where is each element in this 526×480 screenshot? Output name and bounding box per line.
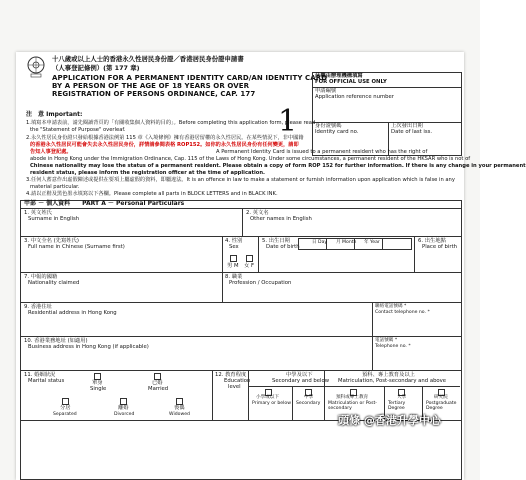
day-label: 日 Day (312, 240, 328, 245)
secondary-below-label-zh: 中學及以下 (286, 372, 313, 378)
contact-phone-label-en: Contact telephone no. * (375, 310, 430, 315)
notice-item-2-en-a: A Permanent Identity Card is issued to a permanent resident who has the right of (216, 149, 428, 155)
identity-card-label-en: Identity card no. (315, 129, 359, 135)
single-checkbox[interactable] (94, 373, 101, 380)
notice-item-2-en-c: Chinese nationality may lose the status of a permanent resident. Please obtain a copy of form ROP 152 for further information. If there is any change in your permanent (30, 163, 526, 169)
year-label: 年 Year (364, 240, 380, 245)
matriculation-above-label-zh: 預科、專上教育及以上 (362, 372, 415, 378)
occupation-label-en: Profession / Occupation (229, 280, 292, 286)
contact-phone-label-zh: 聯絡電話號碼 * (375, 304, 407, 309)
chinese-name-label-en: Full name in Chinese (Surname first) (28, 244, 125, 250)
month-label: 月 Month (336, 240, 357, 245)
date-of-birth-label-zh: 5. 出生日期 (262, 238, 290, 244)
form-title-english-line2: BY A PERSON OF THE AGE OF 18 YEARS OR OVER (52, 82, 250, 90)
divorced-checkbox[interactable] (120, 398, 127, 405)
married-checkbox[interactable] (154, 373, 161, 380)
divorced-label-en: Divorced (114, 412, 135, 417)
hksar-emblem-icon (26, 54, 46, 80)
surname-label-zh: 1. 英文姓氏 (24, 210, 52, 216)
sex-male-checkbox[interactable] (230, 255, 237, 262)
divorced-label-zh: 離婚 (118, 405, 129, 411)
official-use-heading-en: FOR OFFICIAL USE ONLY (315, 79, 387, 85)
postgraduate-label-zh: 研究院 (434, 395, 448, 400)
telephone-input[interactable] (374, 352, 459, 368)
official-use-heading-zh: 此欄由辦理機構填寫 (315, 73, 363, 79)
form-title-chinese: 十八歲或以上人士的香港永久性居民身份證／香港居民身份證申請書 (52, 55, 244, 63)
widowed-checkbox[interactable] (176, 398, 183, 405)
telephone-label-en: Telephone no. * (375, 344, 411, 349)
secondary-label-en: Secondary (296, 401, 321, 406)
place-of-birth-label-en: Place of birth (422, 244, 458, 250)
notice-heading: 注 意 Important: (26, 111, 83, 118)
other-names-label-zh: 2. 英文名 (246, 210, 269, 216)
postgraduate-label-en: Postgraduate Degree (426, 401, 457, 412)
separated-checkbox[interactable] (62, 398, 69, 405)
surname-input[interactable] (21, 223, 241, 234)
residential-address-label-zh: 9. 香港住址 (24, 304, 52, 310)
sex-male-label: 男 M (227, 263, 239, 269)
date-last-issue-label-en: Date of last iss. (391, 129, 433, 135)
nationality-input[interactable] (21, 287, 221, 299)
form-title-english-line3: REGISTRATION OF PERSONS ORDINANCE, CAP. 177 (52, 90, 256, 98)
widowed-label-en: Widowed (169, 412, 190, 417)
surname-label-en: Surname in English (28, 216, 80, 222)
other-names-input[interactable] (244, 223, 459, 234)
business-address-label-zh: 10. 香港業務地址 (如適用) (24, 338, 88, 344)
identity-card-label-zh: 身份證號碼 (315, 123, 342, 129)
watermark-text: 頭條 @香港升學中心 (338, 414, 441, 427)
matriculation-label-en: Matriculation or Post-secondary (328, 401, 377, 412)
notice-item-3-cont: material particular. (30, 184, 80, 190)
notice-item-2-zh: 2.永久性居民身份證只發給根據香港法例第 115 章《入境條例》擁有香港居留權的永久性居民。在某些情況下，非中國籍 (26, 135, 304, 141)
education-label-zh: 12. 教育程度 (215, 372, 247, 378)
date-last-issue-label-zh: 上次發出日期 (391, 123, 423, 129)
form-number: 1 (278, 104, 298, 139)
place-of-birth-input[interactable] (416, 252, 459, 270)
married-label-en: Married (148, 386, 169, 392)
single-label-en: Single (90, 386, 107, 392)
single-label-zh: 單身 (92, 380, 103, 386)
other-names-label-en: Other names in English (250, 216, 312, 222)
form-title-chinese-ordinance: （人事登記條例）(第 177 章) (52, 64, 140, 72)
residential-address-label-en: Residential address in Hong Kong (28, 310, 117, 316)
education-label-en-b: level (228, 384, 241, 390)
notice-item-2-red-a: 的香港永久性居民可能會失去永久性居民身份，詳情請參閱表格 ROP152。如你的永久性居民身份有任何變更，請即 (30, 142, 299, 148)
primary-label-en: Primary or below (252, 401, 291, 406)
business-address-input[interactable] (21, 352, 371, 368)
married-label-zh: 已婚 (152, 380, 163, 386)
business-address-label-en: Business address in Hong Kong (if applicable) (28, 344, 149, 350)
tertiary-label-en: Tertiary Degree (388, 401, 406, 412)
date-of-birth-label-en: Date of birth (266, 244, 300, 250)
reference-number-label-zh: 申請編號 (315, 88, 337, 94)
tertiary-label-zh: 大學 (397, 395, 407, 400)
marital-status-label-en: Marital status (28, 378, 65, 384)
notice-item-3: 3.任何人蓄意作出虛假陳述或提供在要項上屬虛假的資料，即屬違法。It is an offence in law to make a statement or furnish information upon application which is false in any (26, 177, 455, 183)
chinese-name-input[interactable] (21, 252, 221, 270)
sex-label-zh: 4. 性別 (225, 238, 243, 244)
matriculation-above-label-en: Matriculation, Post-secondary and above (338, 378, 447, 384)
residential-address-input[interactable] (21, 318, 371, 334)
chinese-name-label-zh: 3. 中文全名 (先寫姓氏) (24, 238, 79, 244)
occupation-input[interactable] (224, 287, 459, 299)
matriculation-label-zh: 預科或專上教育 (336, 395, 369, 400)
notice-item-2-en-b: abode in Hong Kong under the Immigration Ordinance, Cap. 115 of the Laws of Hong Kong. Under some circumstances, a permanent resident of the HKSAR who is not of (30, 156, 471, 162)
notice-item-1-cont: the "Statement of Purpose" overleaf. (30, 127, 126, 133)
secondary-below-label-en: Secondary and below (272, 378, 330, 384)
education-label-en-a: Education (224, 378, 251, 384)
reference-number-label-en: Application reference number (315, 94, 394, 100)
primary-label-zh: 小學或以下 (256, 395, 279, 400)
secondary-label-zh: 中學 (304, 395, 314, 400)
widowed-label-zh: 喪偶 (174, 405, 185, 411)
occupation-label-zh: 8. 職業 (225, 274, 243, 280)
nationality-label-en: Nationality claimed (28, 280, 80, 286)
form-title-english-line1: APPLICATION FOR A PERMANENT IDENTITY CARD/AN IDENTITY CARD (52, 74, 328, 82)
notice-item-2-en-d: resident status, please inform the registration officer at the time of application. (30, 170, 266, 176)
place-of-birth-label-zh: 6. 出生地點 (418, 238, 446, 244)
telephone-label-zh: 電話號碼 * (375, 338, 398, 343)
notice-item-1: 1.填寫本申請表前，請先閱讀背頁的「有關收集個人資料的目的」。Before completing this application form, please read (26, 120, 316, 126)
part-a-title: 甲部 － 個人資料 PART A － Personal Particulars (24, 200, 185, 207)
nationality-label-zh: 7. 中報的國籍 (24, 274, 58, 280)
contact-phone-input[interactable] (374, 318, 459, 334)
separated-label-zh: 分居 (60, 405, 71, 411)
sex-label-en: Sex (229, 244, 239, 250)
sex-female-checkbox[interactable] (246, 255, 253, 262)
separated-label-en: Separated (53, 412, 77, 417)
notice-item-2-red-b: 告知人事登記處。 (30, 149, 72, 155)
marital-status-label-zh: 11. 婚姻狀況 (24, 372, 56, 378)
notice-item-4: 4.請以正楷及黑色墨水填寫以下各欄。Please complete all parts in BLOCK LETTERS and in BLACK INK. (26, 191, 278, 197)
sex-female-label: 女 F (244, 263, 255, 269)
